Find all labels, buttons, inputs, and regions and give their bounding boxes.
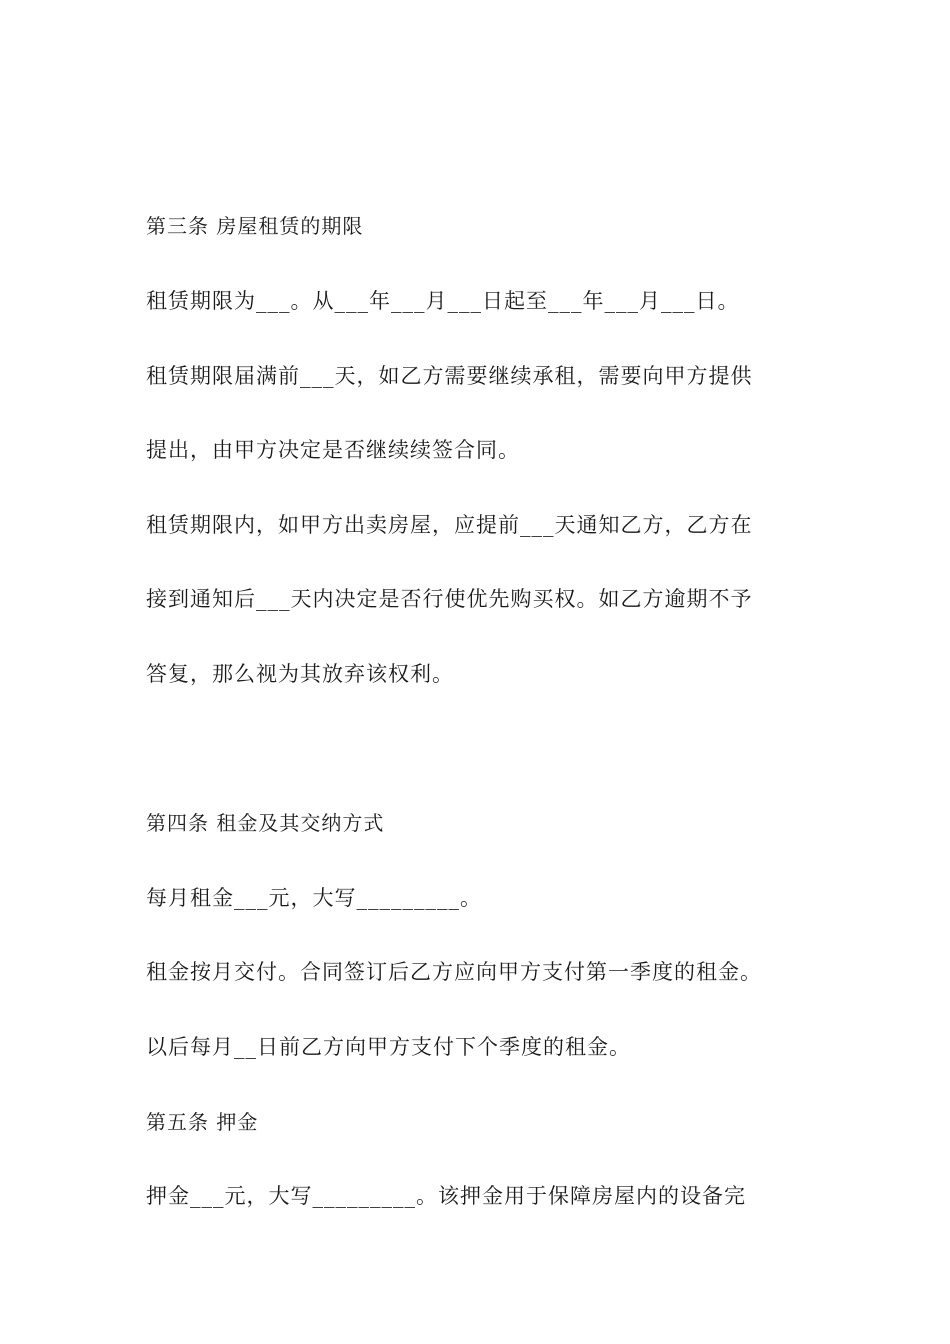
paragraph-line: 答复，那么视为其放弃该权利。 [146,662,454,686]
paragraph-line: 租赁期限届满前___天，如乙方需要继续承租，需要向甲方提供 [146,364,753,388]
paragraph-line: 以后每月__日前乙方向甲方支付下个季度的租金。 [146,1035,631,1059]
paragraph-line: 租金按月交付。合同签订后乙方应向甲方支付第一季度的租金。 [146,960,762,984]
paragraph-line: 每月租金___元，大写_________。 [146,886,482,910]
paragraph-line: 提出，由甲方决定是否继续续签合同。 [146,438,520,462]
paragraph-line: 租赁期限为___。从___年___月___日起至___年___月___日。 [146,289,740,313]
paragraph-line: 租赁期限内，如甲方出卖房屋，应提前___天通知乙方，乙方在 [146,513,753,537]
paragraph-line: 接到通知后___天内决定是否行使优先购买权。如乙方逾期不予 [146,587,753,611]
section-heading-article-5: 第五条 押金 [146,1110,259,1134]
section-heading-article-4: 第四条 租金及其交纳方式 [146,811,385,835]
paragraph-line: 押金___元，大写_________。该押金用于保障房屋内的设备完 [146,1184,746,1208]
section-heading-article-3: 第三条 房屋租赁的期限 [146,214,364,238]
